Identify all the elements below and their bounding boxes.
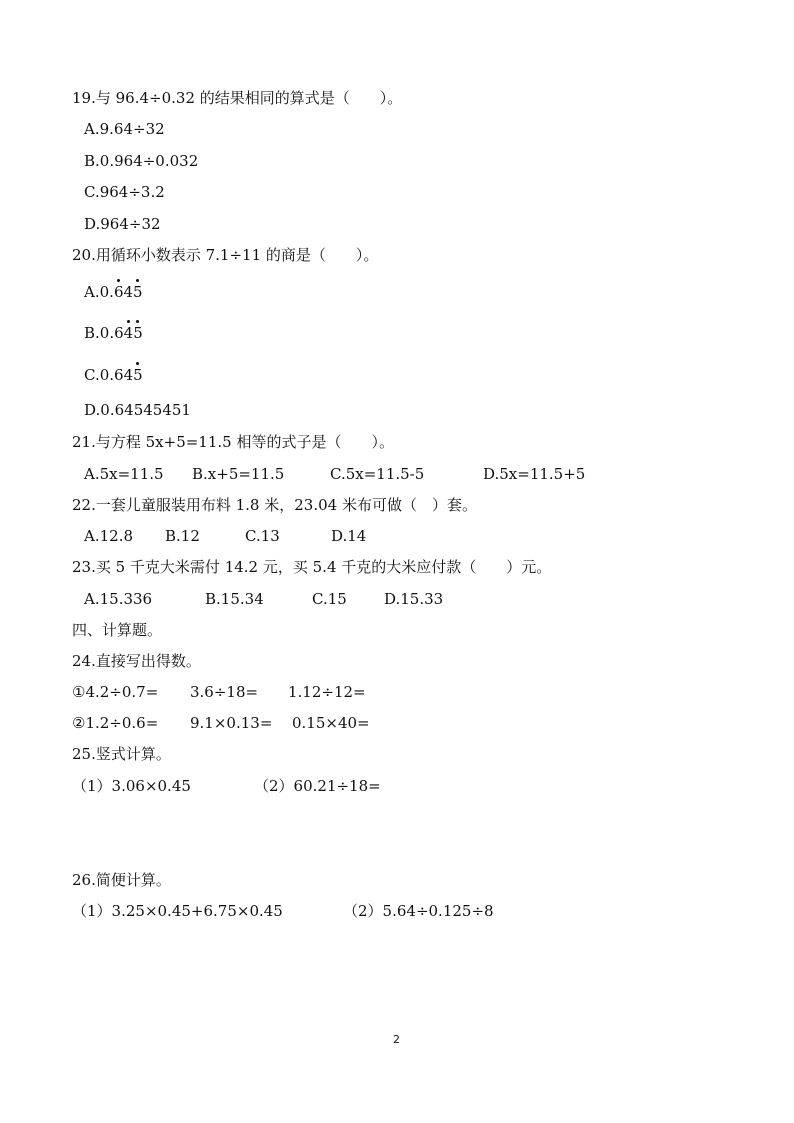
q24-stem: 24.直接写出得数。	[72, 652, 201, 670]
repeating-dot	[117, 279, 120, 282]
digit: .	[109, 324, 115, 342]
digit: .	[109, 366, 115, 384]
q24-row1-item1: ①4.2÷0.7=	[72, 683, 159, 701]
q20-option-c-prefix: C.	[84, 366, 100, 384]
q20-stem: 20.用循环小数表示 7.1÷11 的商是（ ）。	[72, 246, 379, 264]
q21-option-c: C.5x=11.5-5	[330, 465, 425, 483]
digit: 4	[123, 366, 134, 384]
q20-option-c-value	[100, 365, 143, 385]
digit: .	[109, 401, 115, 419]
digit: 4	[123, 283, 134, 301]
digit: 6	[114, 282, 124, 302]
digit: 5	[133, 401, 144, 419]
q21-option-b: B.x+5=11.5	[192, 465, 285, 483]
q23-stem: 23.买 5 千克大米需付 14.2 元，买 5.4 千克的大米应付款（ ）元。	[72, 558, 552, 576]
digit: 1	[181, 401, 191, 419]
q24-row2-item1: ②1.2÷0.6=	[72, 714, 159, 732]
digit: 5	[133, 365, 143, 385]
q22-option-c: C.13	[245, 527, 280, 545]
page-number: 2	[393, 1033, 400, 1046]
repeating-dot	[136, 279, 139, 282]
digit: 0	[99, 366, 110, 384]
q21-stem: 21.与方程 5x+5=11.5 相等的式子是（ ）。	[72, 433, 394, 451]
q24-row1-item2: 3.6÷18=	[190, 683, 259, 701]
q24-row2-item3: 0.15×40=	[292, 714, 370, 732]
q23-option-c: C.15	[312, 590, 347, 608]
q20-option-d	[84, 400, 191, 420]
repeating-dot	[127, 320, 130, 323]
q20-option-a	[84, 282, 143, 302]
q20-option-b-value	[100, 323, 143, 343]
digit: 5	[133, 323, 143, 343]
digit: 4	[162, 401, 172, 419]
digit: 5	[171, 401, 182, 419]
q26-item1: （1）3.25×0.45+6.75×0.45	[72, 902, 283, 920]
digit: 4	[143, 401, 153, 419]
q20-option-d-prefix: D.	[84, 401, 101, 419]
q20-option-c	[84, 365, 143, 385]
digit: 6	[114, 324, 124, 342]
q20-option-a-value	[100, 282, 143, 302]
q25-item1: （1）3.06×0.45	[72, 777, 191, 795]
digit: 5	[133, 282, 143, 302]
q22-option-a: A.12.8	[84, 527, 133, 545]
digit: 4	[124, 401, 134, 419]
q23-option-a: A.15.336	[84, 590, 153, 608]
digit: 4	[124, 323, 134, 343]
q26-item2: （2）5.64÷0.125÷8	[343, 902, 494, 920]
q20-option-d-value	[100, 400, 191, 420]
section-heading: 四、计算题。	[72, 621, 163, 639]
q26-stem: 26.简便计算。	[72, 871, 171, 889]
q19-option-b: B.0.964÷0.032	[84, 152, 199, 170]
digit: 5	[152, 401, 163, 419]
digit: .	[109, 283, 114, 301]
q23-option-b: B.15.34	[205, 590, 264, 608]
digit: 0	[99, 283, 110, 301]
q20-option-b	[84, 323, 143, 343]
q20-option-b-prefix: B.	[84, 324, 100, 342]
q22-option-d: D.14	[331, 527, 367, 545]
digit: 6	[114, 401, 125, 419]
q20-option-a-prefix: A.	[84, 283, 100, 301]
digit: 0	[100, 401, 110, 419]
q22-option-b: B.12	[165, 527, 200, 545]
digit: 6	[114, 366, 124, 384]
q22-stem: 22.一套儿童服装用布料 1.8 米，23.04 米布可做（ ）套。	[72, 496, 477, 514]
q21-option-a: A.5x=11.5	[84, 465, 164, 483]
q19-option-c: C.964÷3.2	[84, 183, 165, 201]
q19-stem: 19.与 96.4÷0.32 的结果相同的算式是（ ）。	[72, 89, 403, 107]
q23-option-d: D.15.33	[384, 590, 444, 608]
q25-item2: （2）60.21÷18=	[254, 777, 381, 795]
repeating-dot	[136, 320, 139, 323]
digit: 0	[99, 324, 110, 342]
q21-option-d: D.5x=11.5+5	[483, 465, 586, 483]
q19-option-a: A.9.64÷32	[84, 120, 165, 138]
q25-stem: 25.竖式计算。	[72, 745, 171, 763]
q24-row1-item3: 1.12÷12=	[288, 683, 366, 701]
q19-option-d: D.964÷32	[84, 215, 161, 233]
repeating-dot	[136, 362, 139, 365]
q24-row2-item2: 9.1×0.13=	[190, 714, 273, 732]
